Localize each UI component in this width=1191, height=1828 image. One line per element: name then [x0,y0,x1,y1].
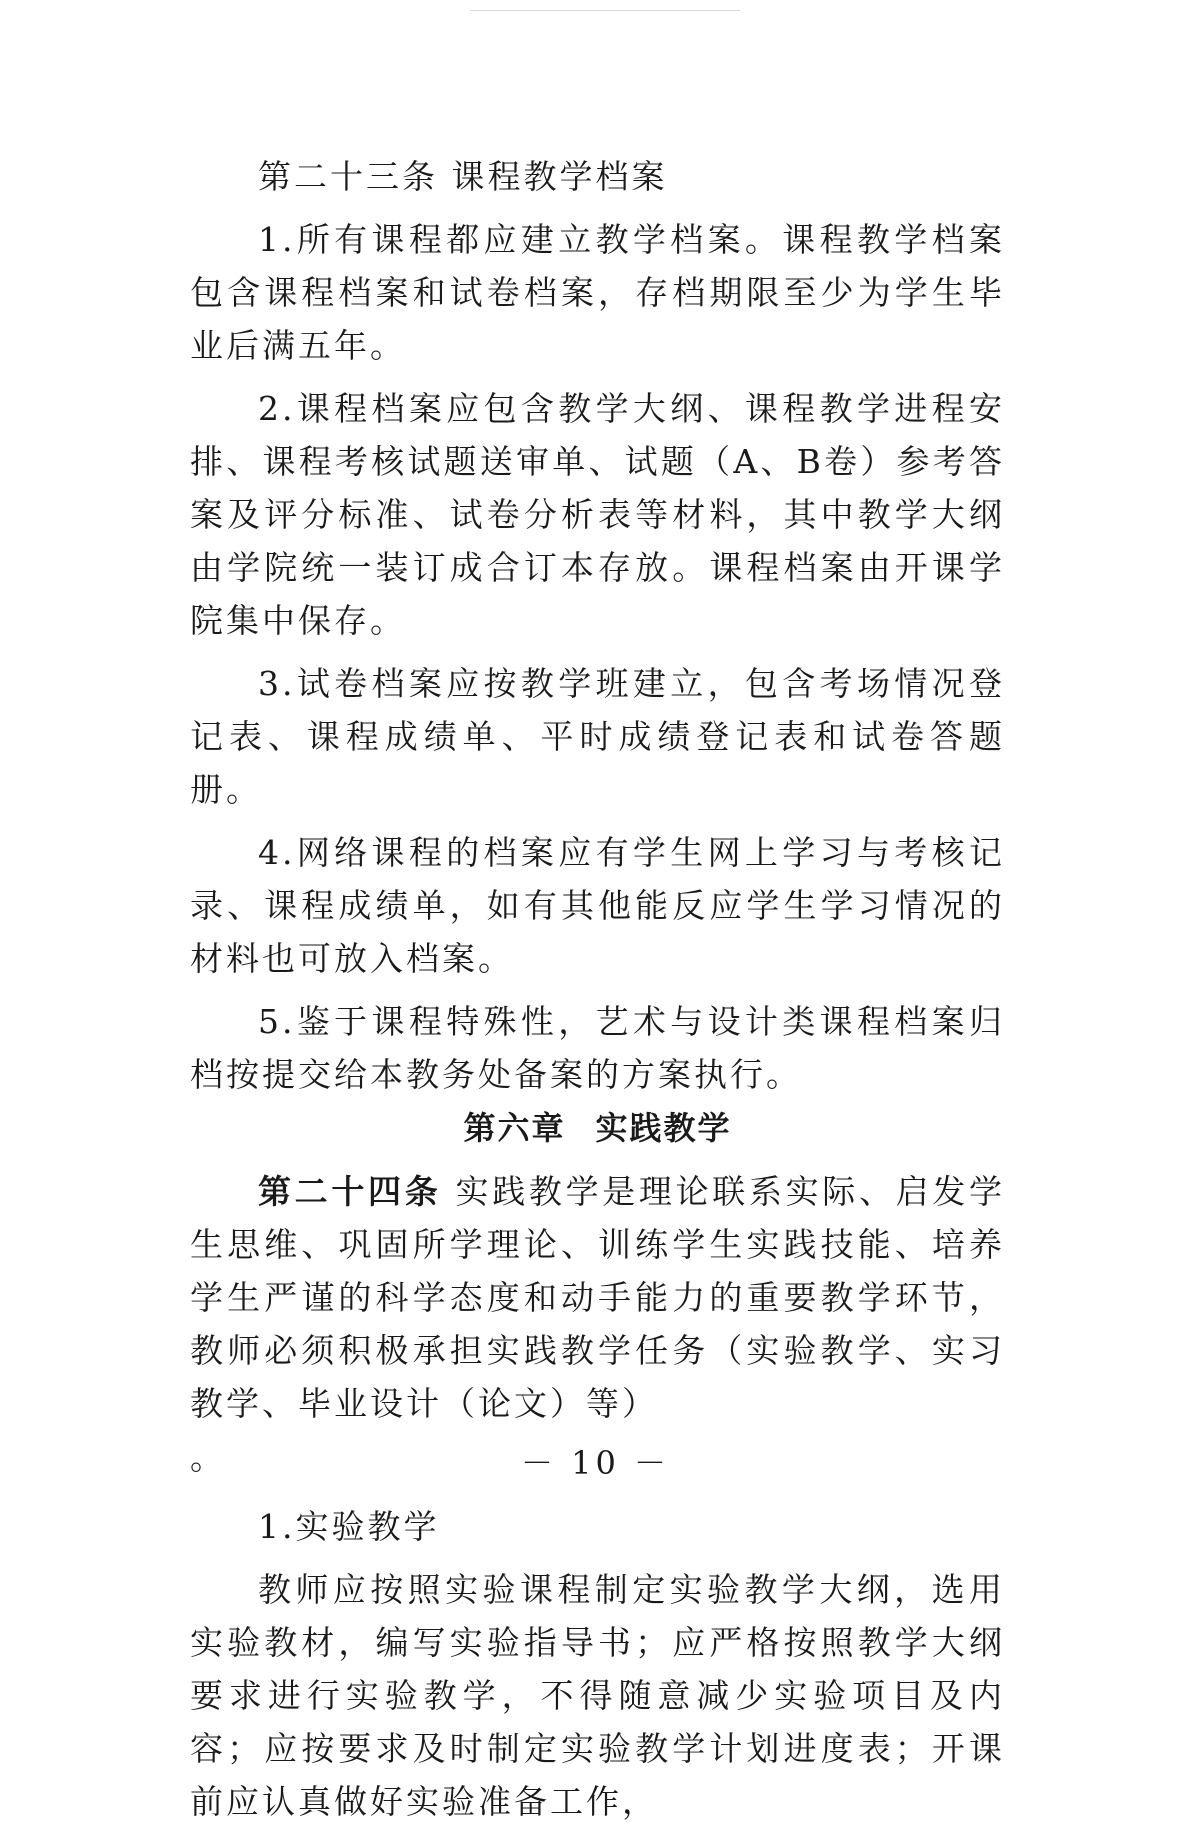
page-number: － 10 － [520,1444,671,1482]
article-23-item-2: 2.课程档案应包含教学大纲、课程教学进程安排、课程考核试题送审单、试题（A、B卷）参考答案及评分标准、试卷分析表等材料，其中教学大纲由学院统一装订成合订本存放。课程档案由开课学院集中保存。 [190,389,1005,640]
article-24-text: 实践教学是理论联系实际、启发学生思维、巩固所学理论、训练学生实践技能、培养学生严谨的科学态度和动手能力的重要教学环节，教师必须积极承担实践教学任务（实验教学、实习教学、毕业设计（论文）等） [190,1172,1005,1423]
article-23-heading: 第二十三条 课程教学档案 [258,157,668,196]
article-23-item-4: 4.网络课程的档案应有学生网上学习与考核记录、课程成绩单，如有其他能反应学生学习情况的材料也可放入档案。 [190,833,1005,978]
article-24-label: 第二十四条 [258,1172,442,1211]
document-page [190,150,1005,1828]
chapter-6-heading [190,1101,1005,1155]
article-23-item-3: 3.试卷档案应按教学班建立，包含考场情况登记表、课程成绩单、平时成绩登记表和试卷答题册。 [190,664,1005,809]
article-23-item-1: 1.所有课程都应建立教学档案。课程教学档案包含课程档案和试卷档案，存档期限至少为学生毕业后满五年。 [190,220,1005,365]
section-1-heading: 1.实验教学 [258,1507,440,1546]
article-24-trailing-punctuation: 。 [190,1438,226,1477]
section-1-text: 教师应按照实验课程制定实验教学大纲，选用实验教材，编写实验指导书；应严格按照教学大纲要求进行实验教学，不得随意减少实验项目及内容；应按要求及时制定实验教学计划进度表；开课前应认真做好实验准备工作， [190,1570,1005,1821]
scan-edge-mark [470,10,740,11]
article-24-paragraph [190,1165,1005,1430]
chapter-title: 实践教学 [595,1109,732,1147]
article-23-item-5: 5.鉴于课程特殊性，艺术与设计类课程档案归档按提交给本教务处备案的方案执行。 [190,1002,1005,1094]
chapter-number: 第六章 [463,1109,566,1147]
